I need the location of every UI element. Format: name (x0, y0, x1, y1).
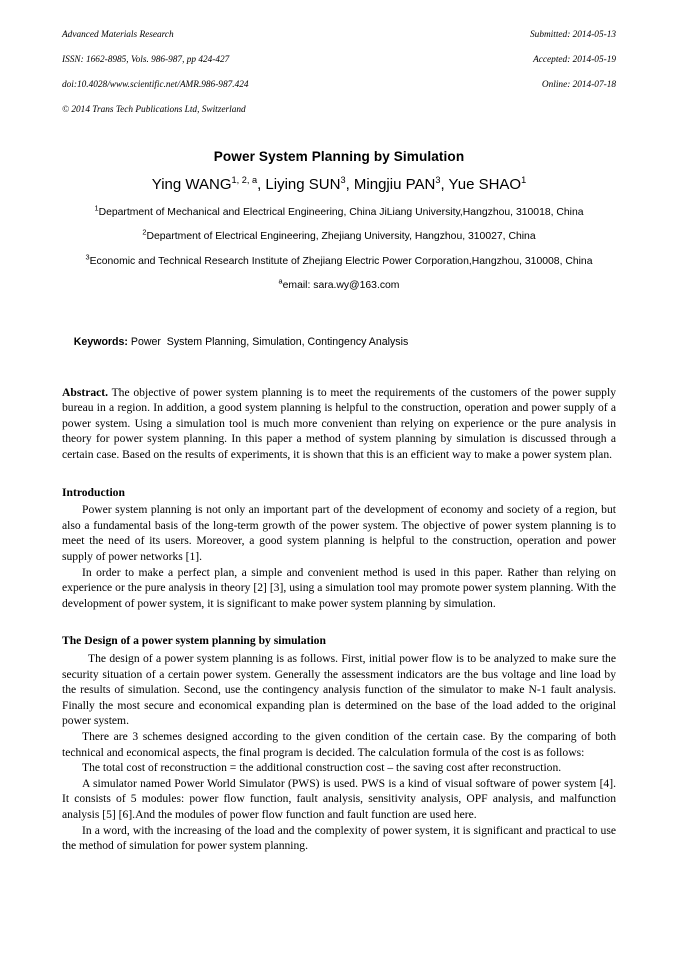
author-name: Yue SHAO (448, 175, 522, 193)
author-name: Ying WANG (151, 175, 232, 193)
keywords-value: Power System Planning, Simulation, Contingency Analysis (127, 335, 409, 348)
journal-copyright: © 2014 Trans Tech Publications Ltd, Switzerland (62, 104, 246, 115)
section-paragraph: Power system planning is not only an important part of the development of economy and society of a region, but also a fundamental basis of the long-term growth of the power system. The objective of power system planning is to meet the need of its users. Moreover, a good system planning is helpful to the construction, operation and power supply of power networks [1]. (62, 503, 616, 563)
author-separator: , (257, 175, 266, 193)
affiliation-text: Department of Mechanical and Electrical Engineering, China JiLiang University,Hangzhou, 310018, China (98, 206, 584, 218)
journal-doi: doi:10.4028/www.scientific.net/AMR.986-987.424 (62, 80, 249, 91)
author-name: Mingjiu PAN (353, 175, 436, 193)
abstract-block (62, 385, 616, 463)
body-sections (62, 485, 616, 854)
affiliation-text: Economic and Technical Research Institute of Zhejiang Electric Power Corporation,Hangzhou, 310008, China (89, 255, 593, 267)
author-affiliation-marker: 1, 2, a (231, 174, 258, 185)
abstract-label: Abstract. (62, 385, 109, 399)
date-online: Online: 2014-07-18 (541, 80, 616, 91)
author-affiliation-marker: 3 (340, 174, 346, 185)
author-list (62, 175, 616, 195)
author-affiliation-marker: 3 (435, 174, 441, 185)
journal-name: Advanced Materials Research (62, 30, 174, 41)
section-paragraph: In a word, with the increasing of the load and the complexity of power system, it is significant and practical to use the method of simulation for power system planning. (62, 823, 616, 853)
affiliation-marker: 1 (94, 203, 99, 213)
page-title: Power System Planning by Simulation (213, 148, 465, 164)
email-marker: a (278, 276, 283, 286)
affiliation-marker: 2 (142, 227, 147, 237)
keywords-label: Keywords: (73, 335, 128, 348)
author-separator: , (440, 175, 449, 193)
affiliation-text: Department of Electrical Engineering, Zhejiang University, Hangzhou, 310027, China (146, 231, 536, 243)
journal-header (62, 0, 616, 129)
date-accepted: Accepted: 2014-05-19 (533, 55, 616, 66)
section-paragraph: In order to make a perfect plan, a simple and convenient method is used in this paper. Rather than relying on experience or the pure analysis in theory [2] [3], using a simulation tool may promote power system planning. With the development of power system, it is significant to make power system planning by simulation. (62, 565, 616, 610)
section-heading: Introduction (62, 485, 125, 499)
affiliation-item (79, 203, 599, 221)
section-paragraph: The design of a power system planning is as follows. First, initial power flow is to be analyzed to make sure the security situation of a certain power system. Generally the assessment indicators are the bus voltage and line load by the results of simulation. Second, use the contingency analysis function of the simulator to make N-1 fault analysis. Finally the most secure and economical expanding plan is determined on the base of the load added to the original power system. (62, 651, 616, 728)
corresponding-email (79, 276, 599, 294)
affiliation-item (79, 252, 599, 270)
journal-header-right (530, 17, 616, 104)
author-affiliation-marker: 1 (521, 174, 527, 185)
author-name: Liying SUN (265, 175, 341, 193)
affiliation-marker: 3 (85, 252, 90, 262)
affiliation-item (79, 227, 599, 245)
date-submitted: Submitted: 2014-05-13 (530, 30, 616, 41)
section-paragraph: A simulator named Power World Simulator (PWS) is used. PWS is a kind of visual software of power system [4]. It consists of 5 modules: power flow function, fault analysis, sensitivity analysis, OPF analysis, and malfunction analysis [5] [6].And the modules of power flow function and fault function are used here. (62, 776, 616, 821)
abstract-text: The objective of power system planning is to meet the requirements of the customers of the power supply bureau in a region. In addition, a good system planning is helpful to the construction, operation and power supply of a power system. Using a simulation tool is much more convenient than relying on experience or the pure analysis in theory for power system planning. In this paper a method of system planning by simulation is discussed through a certain case. Based on the results of experiments, it is shown that this is an efficient way to make a power system plan. (62, 385, 616, 462)
journal-header-left (62, 17, 249, 129)
section-paragraph: The total cost of reconstruction = the additional construction cost – the saving cost after reconstruction. (82, 761, 562, 775)
section-heading: The Design of a power system planning by simulation (62, 634, 326, 648)
journal-issn-volume: ISSN: 1662-8985, Vols. 986-987, pp 424-427 (62, 55, 230, 66)
section-paragraph: There are 3 schemes designed according to the given condition of the certain case. By the comparing of both technical and economical aspects, the final program is decided. The calculation formula of the cost is as follows: (62, 729, 616, 759)
author-separator: , (345, 175, 354, 193)
affiliation-list (62, 203, 616, 294)
email-text: email: sara.wy@163.com (282, 280, 400, 292)
paper-page (62, 0, 616, 959)
keywords-line (62, 321, 616, 363)
